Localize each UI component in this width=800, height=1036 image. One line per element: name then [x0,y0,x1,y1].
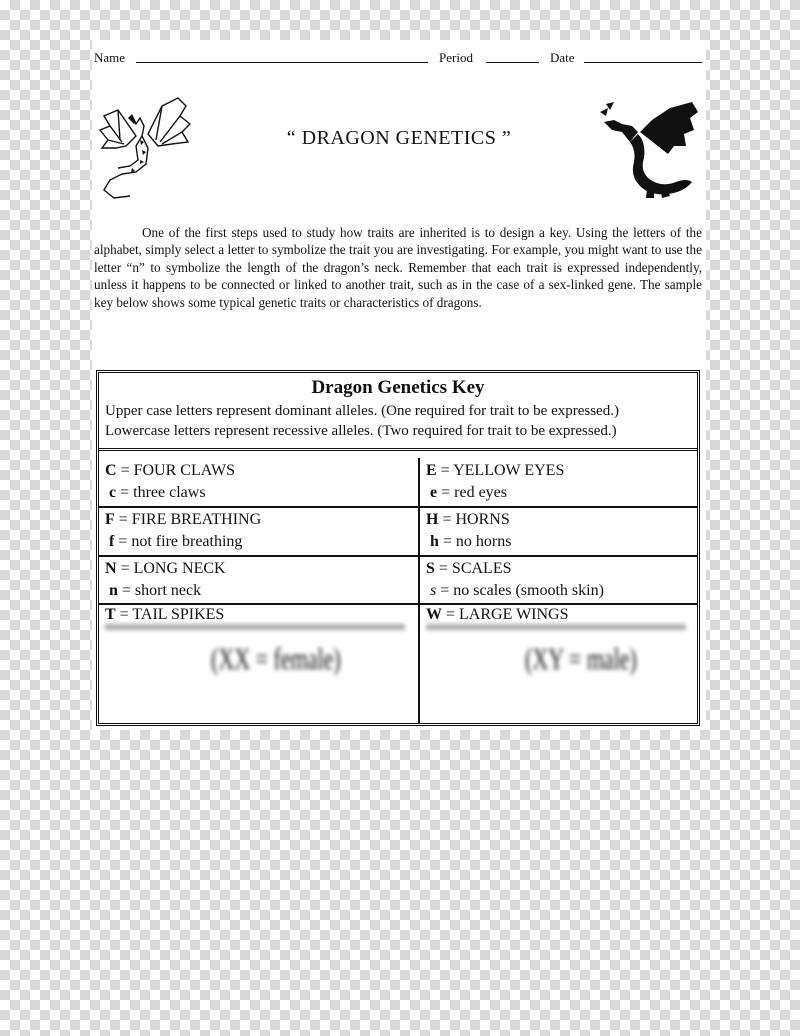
trait-letter: W [426,606,442,623]
name-line [136,50,428,63]
male-caption: (XY = male) [525,640,637,676]
worksheet-title: “ DRAGON GENETICS ” [286,127,512,149]
trait-recessive: = no scales (smooth skin) [436,582,604,599]
trait-letter: c [109,484,117,501]
trait-letter: C [105,462,117,479]
key-dominant-note: Upper case letters represent dominant alleles. (One required for trait to be expressed.) [105,403,619,419]
trait-letter: n [109,582,118,599]
date-label: Date [550,50,575,65]
trait-recessive: = red eyes [437,484,507,501]
trait-grid [99,458,697,723]
date-line [584,50,702,63]
worksheet-page [92,40,706,730]
trait-letter: E [426,462,437,479]
trait-recessive: = no horns [438,533,512,550]
trait-recessive: = not fire breathing [114,533,243,550]
trait-cell-scales [420,556,698,604]
blurred-text-strip [105,624,405,630]
trait-letter: h [430,533,439,550]
trait-dominant: = FOUR CLAWS [116,462,235,479]
trait-letter: H [426,511,439,528]
trait-letter: T [105,606,116,623]
blurred-text-strip [426,624,686,630]
trait-cell-claws [99,458,418,506]
period-label: Period [439,50,473,65]
trait-cell-horns [420,507,698,555]
trait-recessive: = three claws [116,484,206,501]
name-label: Name [94,50,126,65]
trait-cell-wings [420,604,698,624]
trait-dominant: = FIRE BREATHING [114,511,262,528]
trait-dominant: = LONG NECK [116,560,226,577]
female-caption: (XX = female) [211,640,341,676]
trait-letter: N [105,560,117,577]
trait-cell-eyes [420,458,698,506]
blurred-sex-row [99,624,697,723]
trait-dominant: = SCALES [434,560,512,577]
trait-dominant: = YELLOW EYES [436,462,565,479]
key-title: Dragon Genetics Key [311,377,485,398]
trait-letter: F [105,511,115,528]
trait-dominant: = HORNS [438,511,510,528]
trait-cell-fire [99,507,418,555]
key-recessive-note: Lowercase letters represent recessive alleles. (Two required for trait to be expressed.) [105,423,617,439]
key-header [99,373,697,451]
trait-letter: s [430,582,437,599]
genetics-key-box [96,370,700,726]
dragon-silhouette-illustration [600,102,700,200]
trait-recessive: = short neck [117,582,202,599]
period-line [486,50,539,63]
trait-dominant: = TAIL SPIKES [115,606,225,623]
trait-cell-tail [99,604,418,624]
intro-text: One of the first steps used to study how traits are inherited is to design a key. Using the letters of the alphabet, simply select a letter to symbolize the trait you are investigating. For example, you might want to use the letter “n” to symbolize the length of the dragon’s neck. Remember that each trait is expressed independently, unless it happens to be connected or linked to another trait, such as in the case of a sex-linked gene. The sample key below shows some typical genetic traits or characteristics of dragons. [94,225,702,310]
trait-dominant: = LARGE WINGS [442,606,569,623]
trait-letter: e [430,484,438,501]
intro-paragraph [94,224,702,311]
trait-letter: S [426,560,435,577]
trait-cell-neck [99,556,418,604]
trait-letter: f [109,533,115,550]
